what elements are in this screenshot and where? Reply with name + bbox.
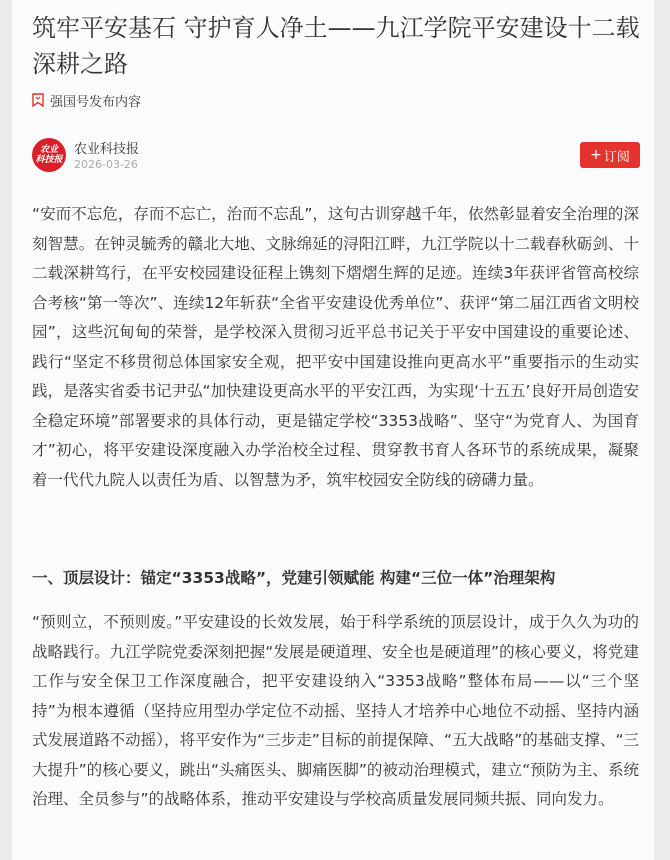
source-tag [32, 90, 141, 110]
avatar-text-top: 农业 [39, 145, 58, 155]
section-heading: 一、顶层设计：锚定“3353战略”，党建引领赋能 构建“三位一体”治理架构 [32, 569, 556, 587]
article-card [12, 0, 654, 860]
author-bar [32, 136, 640, 176]
avatar[interactable] [32, 138, 66, 172]
plus-icon: + [590, 147, 602, 163]
article-paragraph: “预则立，不预则废。”平安建设的长效发展，始于科学系统的顶层设计，成于久久为功的战略践行。九江学院党委深刻把握“发展是硬道理、安全也是硬道理”的核心要义，将党建工作与安全保卫工作深度融合，把平安建设纳入“3353战略”整体布局——以“三个坚持”为根本遵循（坚持应用型办学定位不动摇、坚持人才培养中心地位不动摇、坚持内涵式发展道路不动摇），将平安作为“三步走”目标的前提保障、“五大战略”的基础支撑、“三大提升”的核心要义，跳出“头痛医头、脚痛医脚”的被动治理模式，建立“预防为主、系统治理、全员参与”的战略体系，推动平安建设与学校高质量发展同频共振、同向发力。 [32, 613, 639, 808]
article-paragraph: “安而不忘危，存而不忘亡，治而不忘乱”，这句古训穿越千年，依然彰显着安全治理的深刻智慧。在钟灵毓秀的赣北大地、文脉绵延的浔阳江畔，九江学院以十二载春秋砺剑、十二载深耕笃行，在平安校园建设征程上镌刻下熠熠生辉的足迹。连续3年获评省管高校综合考核“第一等次”、连续12年斩获“全省平安建设优秀单位”、获评“第二届江西省文明校园”，这些沉甸甸的荣誉，是学校深入贯彻习近平总书记关于平安中国建设的重要论述、践行“坚定不移贯彻总体国家安全观，把平安中国建设推向更高水平”重要指示的生动实践，是落实省委书记尹弘“加快建设更高水平的平安江西，为实现‘十五五’良好开局创造安全稳定环境”部署要求的具体行动，更是锚定学校“3353战略”、坚守“为党育人、为国育才”初心，将平安建设深度融入办学治校全过程、贯穿教书育人各环节的系统成果，凝聚着一代代九院人以责任为盾、以智慧为矛，筑牢校园安全防线的磅礴力量。 [32, 205, 639, 489]
subscribe-button[interactable] [580, 142, 640, 168]
author-name[interactable]: 农业科技报 [74, 142, 140, 157]
source-label: 强国号发布内容 [50, 94, 142, 110]
article-title: 筑牢平安基石 守护育人净土——九江学院平安建设十二载深耕之路 [32, 14, 640, 78]
subscribe-label: 订阅 [603, 149, 630, 165]
publish-date: 2026-03-26 [74, 158, 138, 171]
bookmark-icon [32, 93, 44, 107]
avatar-text-bottom: 科技报 [35, 155, 63, 165]
